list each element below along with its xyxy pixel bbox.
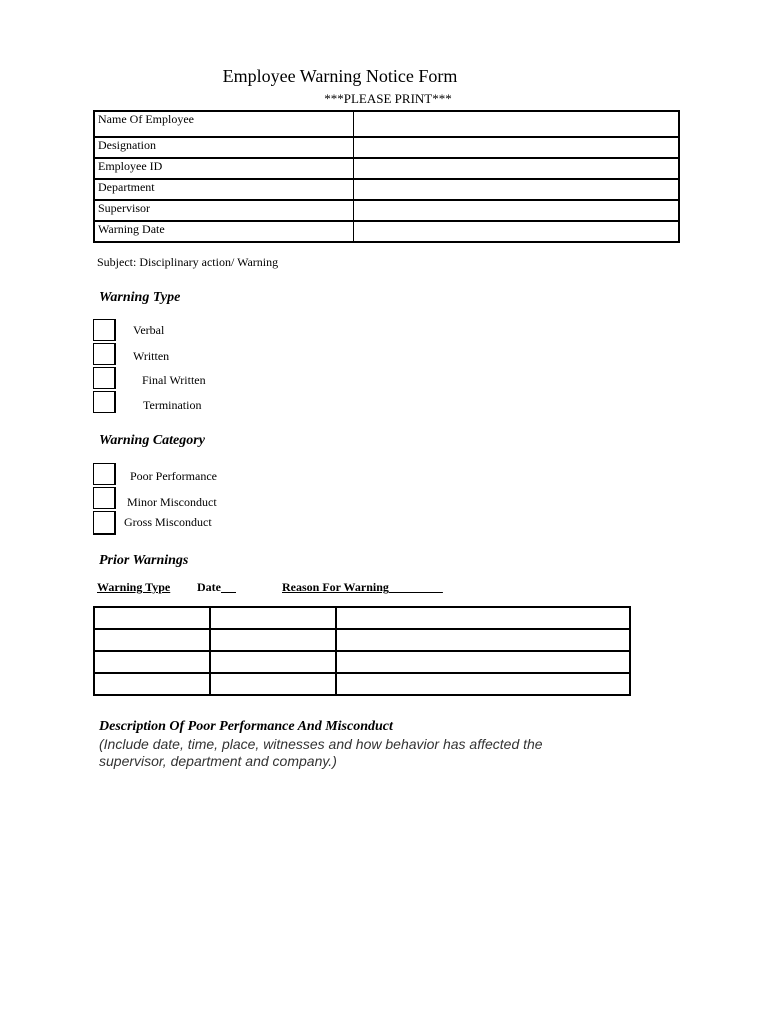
info-label: Department bbox=[94, 179, 354, 200]
table-cell[interactable] bbox=[210, 651, 336, 673]
info-label: Warning Date bbox=[94, 221, 354, 242]
written-checkbox[interactable] bbox=[93, 343, 116, 365]
option-label: Poor Performance bbox=[130, 469, 217, 483]
table-cell[interactable] bbox=[336, 651, 630, 673]
minor-misconduct-checkbox[interactable] bbox=[93, 487, 116, 509]
info-value-field[interactable] bbox=[354, 179, 680, 200]
termination-checkbox[interactable] bbox=[93, 391, 116, 413]
table-cell[interactable] bbox=[336, 673, 630, 695]
table-row bbox=[94, 629, 630, 651]
info-label: Supervisor bbox=[94, 200, 354, 221]
form-title: Employee Warning Notice Form bbox=[222, 66, 458, 86]
info-label: Designation bbox=[94, 137, 354, 158]
column-header-date bbox=[197, 580, 236, 595]
table-cell[interactable] bbox=[94, 607, 210, 629]
table-cell[interactable] bbox=[94, 629, 210, 651]
option-label: Verbal bbox=[133, 323, 165, 337]
column-header-date-text: Date bbox=[197, 580, 221, 594]
option-label: Final Written bbox=[142, 373, 206, 387]
description-title: Description Of Poor Performance And Misconduct bbox=[99, 719, 393, 734]
table-cell[interactable] bbox=[94, 651, 210, 673]
option-label: Written bbox=[133, 349, 170, 363]
prior-warnings-heading: Prior Warnings bbox=[99, 553, 189, 568]
column-header-reason-text: Reason For Warning bbox=[282, 580, 389, 594]
table-cell[interactable] bbox=[94, 673, 210, 695]
info-value-field[interactable] bbox=[354, 111, 680, 137]
table-row bbox=[94, 673, 630, 695]
employee-info-table bbox=[93, 110, 680, 243]
info-row bbox=[94, 137, 679, 158]
table-row bbox=[94, 651, 630, 673]
please-print-note: ***PLEASE PRINT*** bbox=[324, 91, 452, 106]
verbal-checkbox[interactable] bbox=[93, 319, 116, 341]
option-label: Gross Misconduct bbox=[124, 515, 212, 529]
final-written-checkbox[interactable] bbox=[93, 367, 116, 389]
poor-performance-checkbox[interactable] bbox=[93, 463, 116, 485]
table-row bbox=[94, 607, 630, 629]
subject-line: Subject: Disciplinary action/ Warning bbox=[97, 255, 279, 269]
info-value-field[interactable] bbox=[354, 137, 680, 158]
info-value-field[interactable] bbox=[354, 200, 680, 221]
table-cell[interactable] bbox=[210, 629, 336, 651]
table-cell[interactable] bbox=[336, 607, 630, 629]
description-instructions: (Include date, time, place, witnesses and how behavior has affected the supervisor, department and company.) bbox=[99, 736, 543, 769]
option-label: Minor Misconduct bbox=[127, 495, 217, 509]
table-cell[interactable] bbox=[336, 629, 630, 651]
warning-type-heading: Warning Type bbox=[99, 290, 181, 305]
warning-category-heading: Warning Category bbox=[99, 433, 205, 448]
column-header-warning-type: Warning Type bbox=[97, 580, 171, 594]
info-value-field[interactable] bbox=[354, 221, 680, 242]
gross-misconduct-checkbox[interactable] bbox=[93, 511, 116, 535]
info-row bbox=[94, 111, 679, 137]
column-header-reason bbox=[282, 580, 443, 595]
info-row bbox=[94, 158, 679, 179]
table-cell[interactable] bbox=[210, 607, 336, 629]
info-label: Employee ID bbox=[94, 158, 354, 179]
info-row bbox=[94, 221, 679, 242]
table-cell[interactable] bbox=[210, 673, 336, 695]
info-row bbox=[94, 200, 679, 221]
info-value-field[interactable] bbox=[354, 158, 680, 179]
option-label: Termination bbox=[143, 398, 202, 412]
info-label: Name Of Employee bbox=[94, 111, 354, 137]
prior-warnings-table bbox=[93, 606, 631, 696]
info-row bbox=[94, 179, 679, 200]
